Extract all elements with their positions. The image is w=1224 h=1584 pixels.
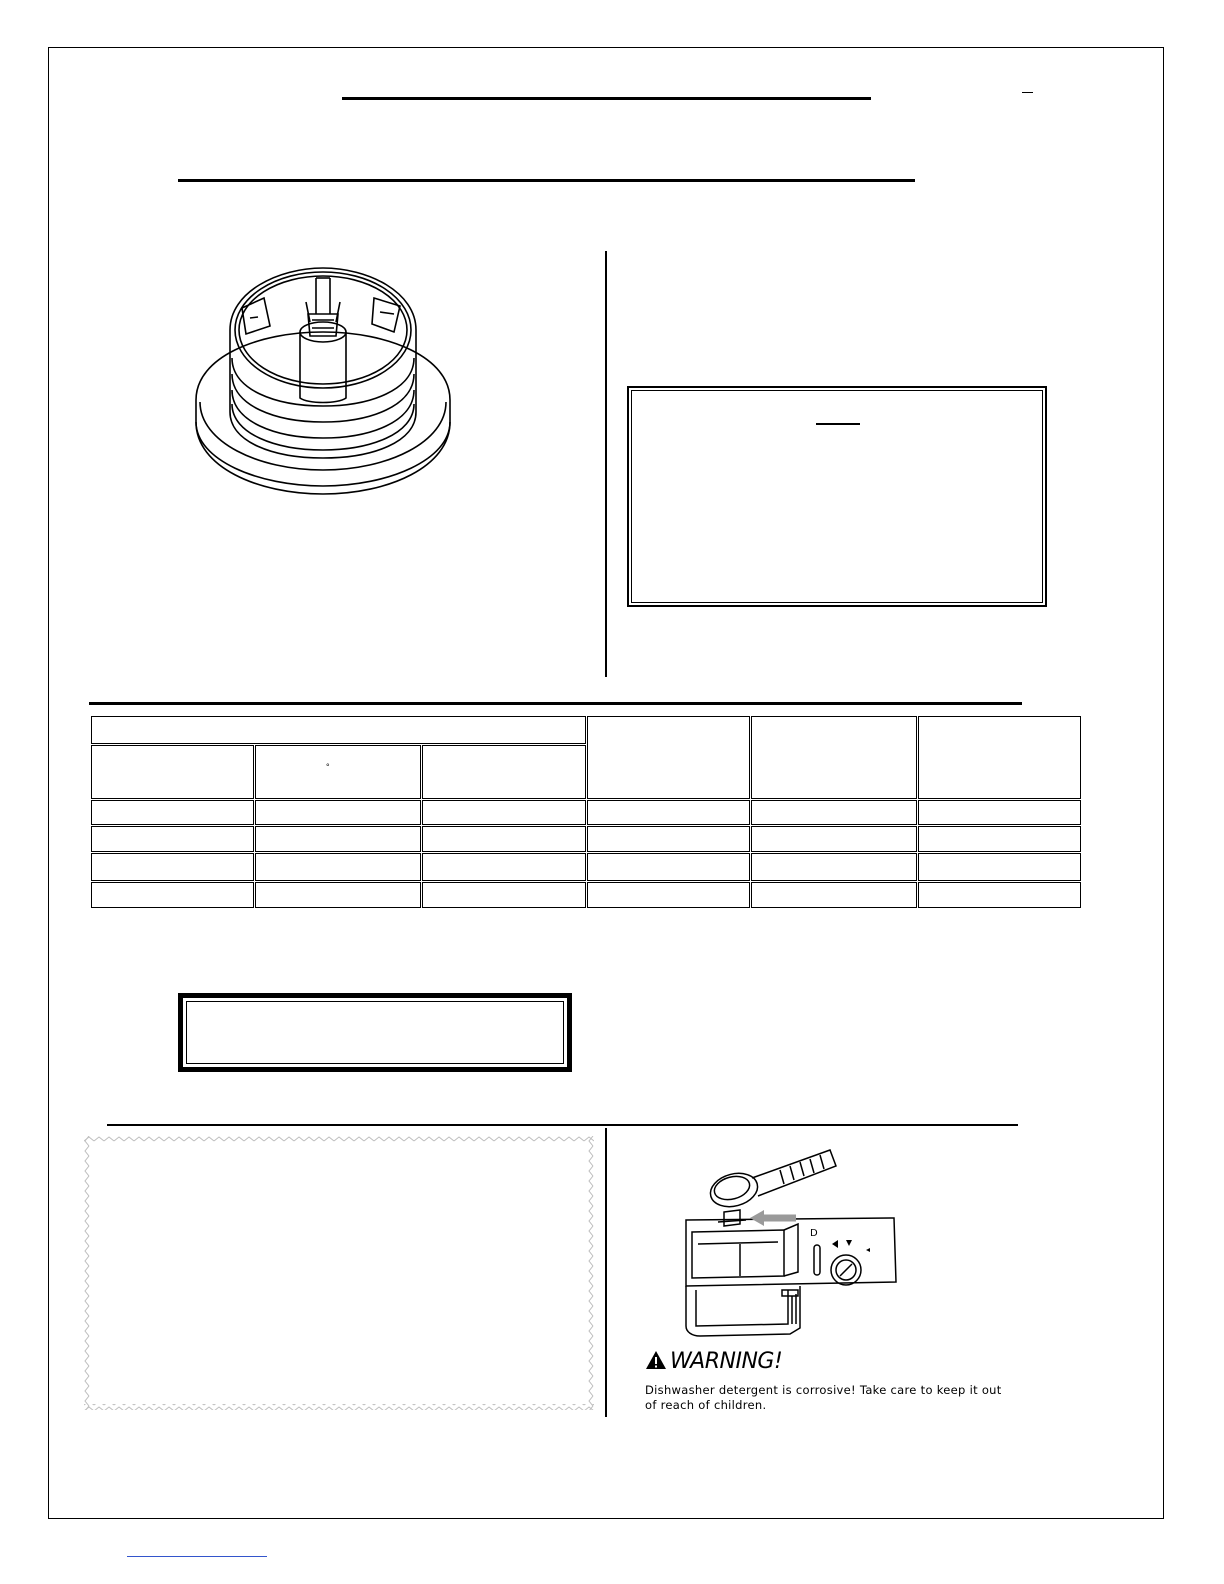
warning-text: Dishwasher detergent is corrosive! Take care to keep it out of reach of children. [645,1383,1002,1412]
column-divider-bottom [605,1128,607,1417]
table-cell [751,800,917,825]
table-cell [91,826,254,852]
table-header-col-4 [587,716,750,799]
table-header-col-1 [91,745,254,799]
table-cell [91,882,254,908]
note-box [627,386,1047,607]
table-cell [255,800,421,825]
softener-cap-illustration [188,262,458,502]
warning-title: WARNING! [670,1349,783,1374]
table-section-rule [89,702,1022,705]
warning-triangle-icon [645,1350,667,1370]
table-header-col-3 [422,745,586,799]
table-cell [587,853,750,881]
table-cell [255,853,421,881]
table-header-col-5 [751,716,917,799]
table-cell [255,882,421,908]
table-cell [422,826,586,852]
detergent-dispenser-illustration [680,1140,904,1340]
section-heading-rule [178,179,915,182]
detergent-info-panel [84,1136,594,1410]
table-cell [587,800,750,825]
table-cell [422,882,586,908]
table-cell [751,853,917,881]
table-cell [422,853,586,881]
column-divider-top [605,251,607,677]
note-heading-rule [816,423,860,425]
footer-link-underline[interactable] [127,1556,267,1557]
table-cell [918,853,1081,881]
degree-mark: ° [326,762,330,772]
table-cell [587,882,750,908]
table-header-col-6 [918,716,1081,799]
table-header-group [91,716,586,744]
table-cell [751,826,917,852]
warning-heading [645,1350,782,1374]
table-cell [918,882,1081,908]
table-cell [587,826,750,852]
table-cell [91,800,254,825]
table-cell [918,800,1081,825]
table-cell [91,853,254,881]
table-cell [918,826,1081,852]
page-marker-dash [1022,92,1033,93]
dispenser-label-d: D [810,1228,818,1239]
table-cell [422,800,586,825]
detergent-section-rule [107,1124,1018,1126]
table-cell [751,882,917,908]
title-rule [342,97,871,100]
emphasis-box [178,993,572,1072]
table-cell [255,826,421,852]
table-header-col-2 [255,745,421,799]
